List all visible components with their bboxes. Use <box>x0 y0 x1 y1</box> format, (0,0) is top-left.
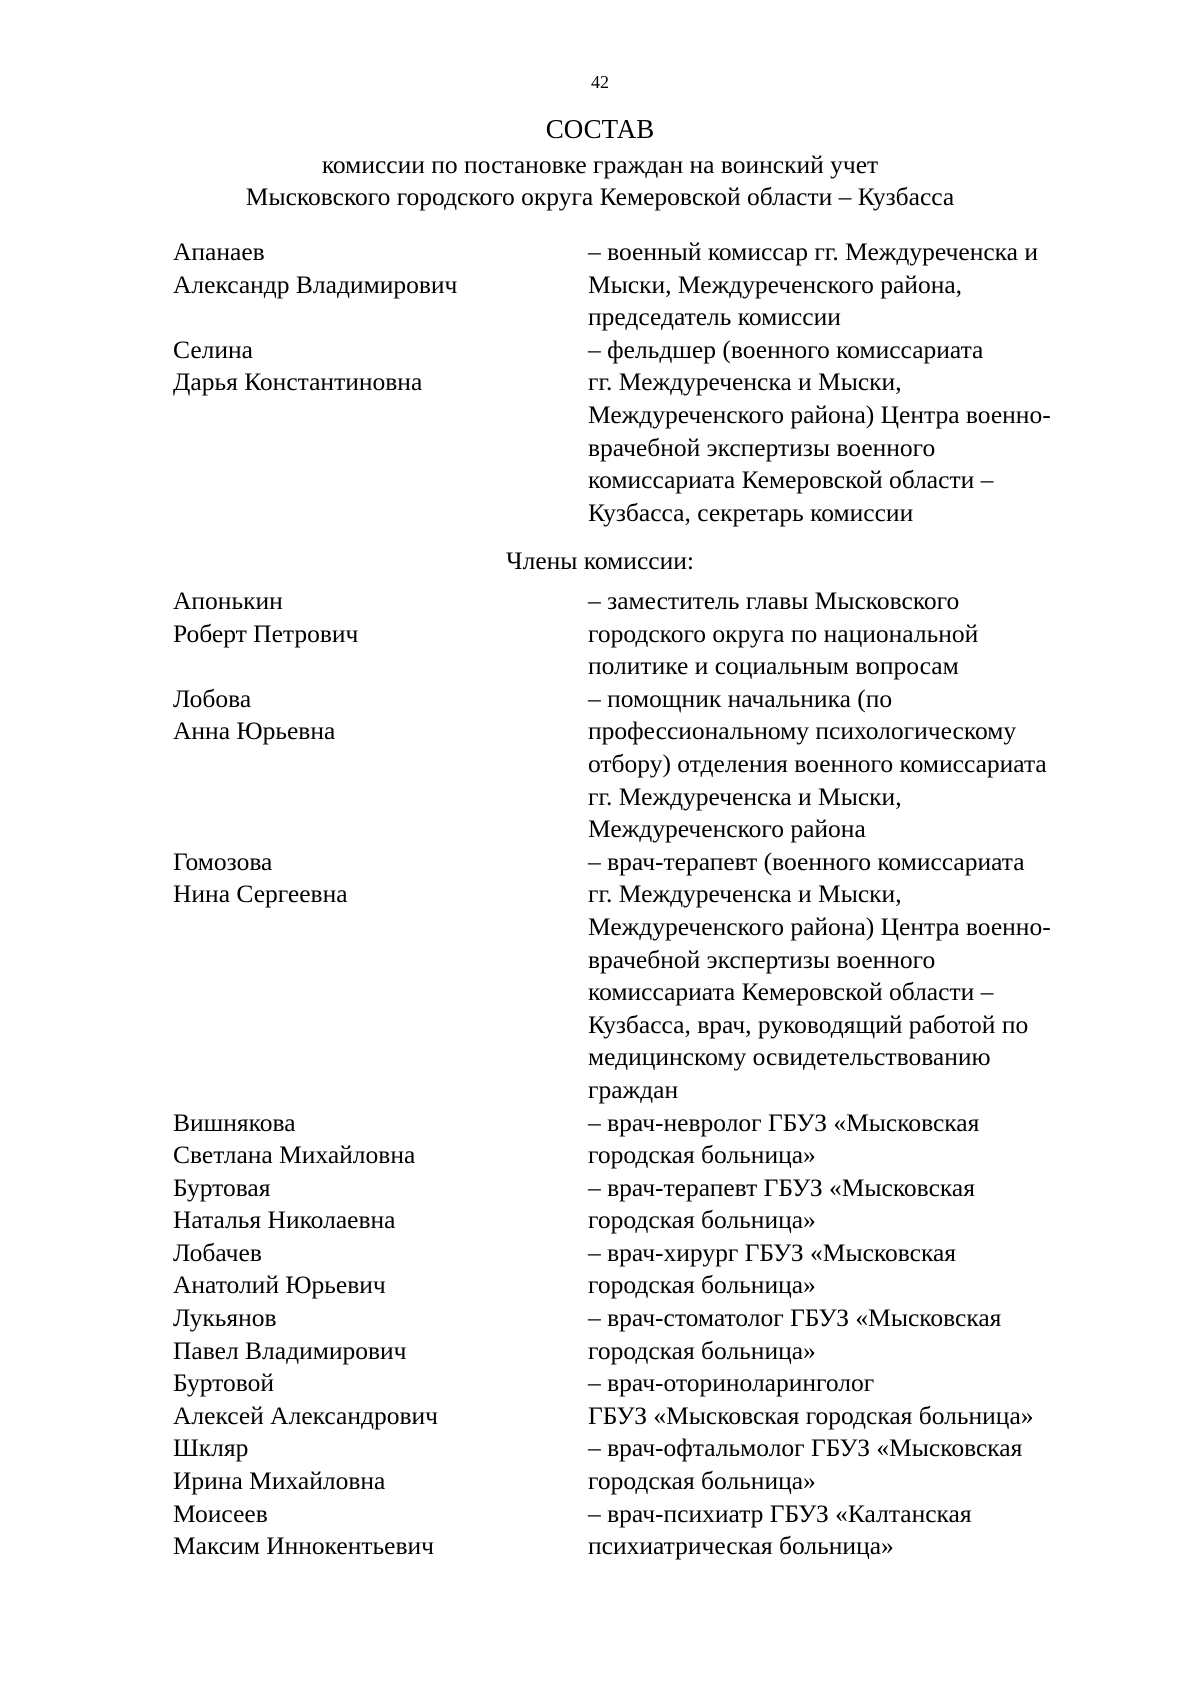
person-name: Вишнякова Светлана Михайловна <box>173 1107 416 1170</box>
member-row <box>0 585 1200 683</box>
person-name: Апанаев Александр Владимирович <box>173 237 458 299</box>
person-role: – врач-офтальмолог ГБУЗ «Мысковская городская больница» <box>588 1433 1023 1496</box>
person-name: Селина Дарья Константиновна <box>173 334 423 397</box>
member-row <box>0 1498 1200 1563</box>
person-role: – военный комиссар гг. Междуреченска и Мыски, Междуреченского района, председатель комиссии <box>588 237 1039 332</box>
person-role: – врач-хирург ГБУЗ «Мысковская городская больница» <box>588 1237 957 1300</box>
person-role: – врач-оториноларинголог ГБУЗ «Мысковская городская больница» <box>588 1368 1034 1430</box>
member-row <box>0 1172 1200 1237</box>
person-role: – врач-терапевт ГБУЗ «Мысковская городская больница» <box>588 1172 975 1235</box>
person-name: Моисеев Максим Иннокентьевич <box>173 1498 435 1561</box>
member-row <box>0 846 1200 1107</box>
page-number: 42 <box>591 72 609 92</box>
person-role: – врач-невролог ГБУЗ «Мысковская городская больница» <box>588 1107 980 1170</box>
person-name: Лобова Анна Юрьевна <box>173 683 336 746</box>
members-heading: Члены комиссии: <box>506 546 694 575</box>
person-name: Апонькин Роберт Петрович <box>173 586 359 648</box>
person-name: Лобачев Анатолий Юрьевич <box>173 1237 386 1300</box>
person-name: Гомозова Нина Сергеевна <box>173 846 348 909</box>
member-row <box>0 1432 1200 1497</box>
person-role: – заместитель главы Мысковского городского округа по национальной политике и социальным вопросам <box>588 586 979 681</box>
person-role: – врач-психиатр ГБУЗ «Калтанская психиатрическая больница» <box>588 1498 972 1561</box>
document-subtitle-line2: Мысковского городского округа Кемеровской области – Кузбасса <box>245 182 955 211</box>
leadership-row <box>0 236 1200 334</box>
member-row <box>0 1237 1200 1302</box>
person-name: Шкляр Ирина Михайловна <box>173 1433 386 1496</box>
person-role: – фельдшер (военного комиссариата гг. Междуреченска и Мыски, Междуреченского района) Центра военно- врачебной экспертизы военного комиссариата Кемеровской области – Кузбасса, секретарь комиссии <box>588 334 1051 527</box>
document-subtitle-line1: комиссии по постановке граждан на воинский учет <box>321 150 879 179</box>
leadership-list <box>0 236 1200 529</box>
person-role: – помощник начальника (по профессиональному психологическому отбору) отделения военного комиссариата гг. Междуреченска и Мыски, Междуреченского района <box>588 683 1047 844</box>
person-role: – врач-стоматолог ГБУЗ «Мысковская городская больница» <box>588 1303 1002 1365</box>
member-row <box>0 1367 1200 1432</box>
person-name: Буртовой Алексей Александрович <box>173 1368 438 1430</box>
person-name: Лукьянов Павел Владимирович <box>173 1303 407 1365</box>
leadership-row <box>0 334 1200 530</box>
member-row <box>0 1302 1200 1367</box>
person-name: Буртовая Наталья Николаевна <box>173 1172 396 1235</box>
person-role: – врач-терапевт (военного комиссариата гг. Междуреченска и Мыски, Междуреченского района) Центра военно- врачебной экспертизы военного комиссариата Кемеровской области – Кузбасса, врач, руководящий работой по медицинскому освидетельствованию граждан <box>588 846 1051 1104</box>
member-row <box>0 1107 1200 1172</box>
member-row <box>0 683 1200 846</box>
document-title: СОСТАВ <box>545 114 655 144</box>
members-list <box>0 585 1200 1563</box>
